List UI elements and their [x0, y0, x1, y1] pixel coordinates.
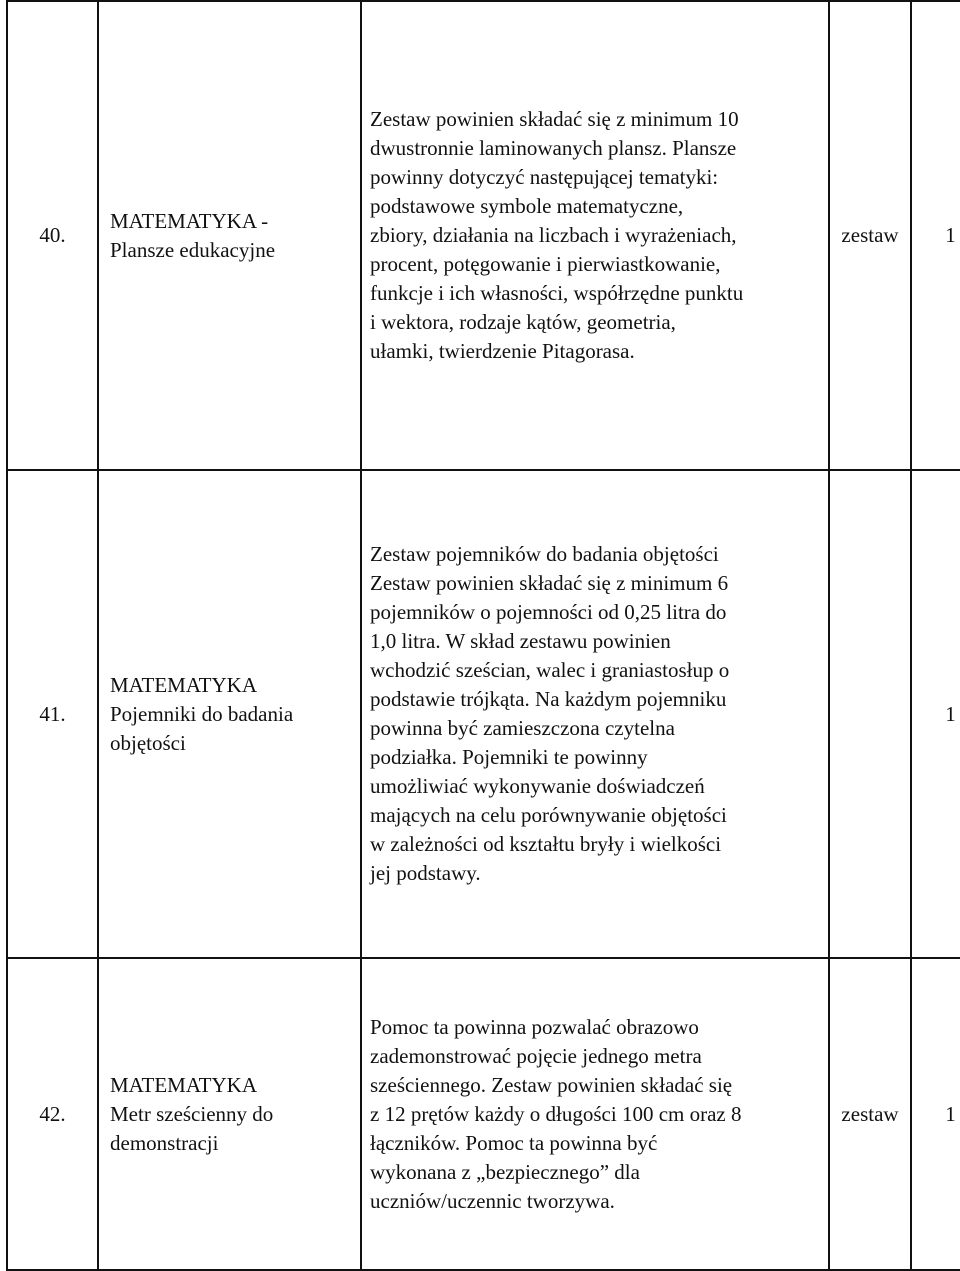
description-line: w zależności od kształtu bryły i wielkości [370, 832, 722, 856]
description-line: umożliwiać wykonywanie doświadczeń [370, 774, 705, 798]
item-number: 42. [7, 958, 98, 1270]
item-description [361, 470, 829, 958]
description-line: podstawie trójkąta. Na każdym pojemniku [370, 687, 727, 711]
description-line: wykonana z „bezpiecznego” dla [370, 1159, 640, 1184]
equipment-table [6, 0, 960, 1271]
description-line: ułamki, twierdzenie Pitagorasa. [370, 339, 635, 363]
description-line: procent, potęgowanie i pierwiastkowanie, [370, 252, 721, 276]
description-line: Zestaw pojemników do badania objętości [370, 542, 719, 566]
description-line: pojemników o pojemności od 0,25 litra do [370, 600, 727, 624]
description-line: wchodzić sześcian, walec i graniastosłup o [370, 658, 730, 682]
description-line: sześciennego. Zestaw powinien składać się [370, 1072, 733, 1097]
description-line: jej podstawy. [370, 861, 481, 885]
item-name-line: demonstracji [110, 1130, 219, 1155]
item-description [361, 958, 829, 1270]
item-unit: zestaw [829, 1, 911, 470]
description-line: Zestaw powinien składać się z minimum 10 [370, 107, 739, 131]
item-name-line: MATEMATYKA [110, 1072, 257, 1097]
table-row [7, 958, 960, 1270]
description-line: łączników. Pomoc ta powinna być [370, 1130, 658, 1155]
item-unit [829, 470, 911, 958]
item-quantity: 1 [911, 958, 960, 1270]
description-line: zademonstrować pojęcie jednego metra [370, 1043, 702, 1068]
item-description [361, 1, 829, 470]
description-line: uczniów/uczennic tworzywa. [370, 1188, 615, 1213]
item-quantity: 1 [911, 1, 960, 470]
item-name-line: MATEMATYKA - [110, 208, 269, 233]
item-name [98, 470, 361, 958]
description-line: i wektora, rodzaje kątów, geometria, [370, 310, 676, 334]
description-line: powinna być zamieszczona czytelna [370, 716, 675, 740]
table-row [7, 470, 960, 958]
description-line: funkcje i ich własności, współrzędne punktu [370, 281, 744, 305]
description-line: podstawowe symbole matematyczne, [370, 194, 684, 218]
description-line: Zestaw powinien składać się z minimum 6 [370, 571, 729, 595]
item-unit: zestaw [829, 958, 911, 1270]
description-line: dwustronnie laminowanych plansz. Plansze [370, 136, 737, 160]
item-name-line: Pojemniki do badania [110, 701, 294, 726]
description-line: zbiory, działania na liczbach i wyrażeniach, [370, 223, 737, 247]
item-name-line: objętości [110, 730, 186, 755]
description-line: powinny dotyczyć następującej tematyki: [370, 165, 719, 189]
table-row [7, 1, 960, 470]
item-name [98, 1, 361, 470]
description-line: z 12 prętów każdy o długości 100 cm oraz 8 [370, 1101, 742, 1126]
item-name-line: Plansze edukacyjne [110, 237, 276, 262]
description-line: Pomoc ta powinna pozwalać obrazowo [370, 1014, 699, 1039]
item-name [98, 958, 361, 1270]
item-name-line: Metr sześcienny do [110, 1101, 274, 1126]
description-line: 1,0 litra. W skład zestawu powinien [370, 629, 671, 653]
description-line: podziałka. Pojemniki te powinny [370, 745, 648, 769]
item-name-line: MATEMATYKA [110, 672, 257, 697]
item-number: 41. [7, 470, 98, 958]
item-number: 40. [7, 1, 98, 470]
item-quantity: 1 [911, 470, 960, 958]
description-line: mających na celu porównywanie objętości [370, 803, 727, 827]
